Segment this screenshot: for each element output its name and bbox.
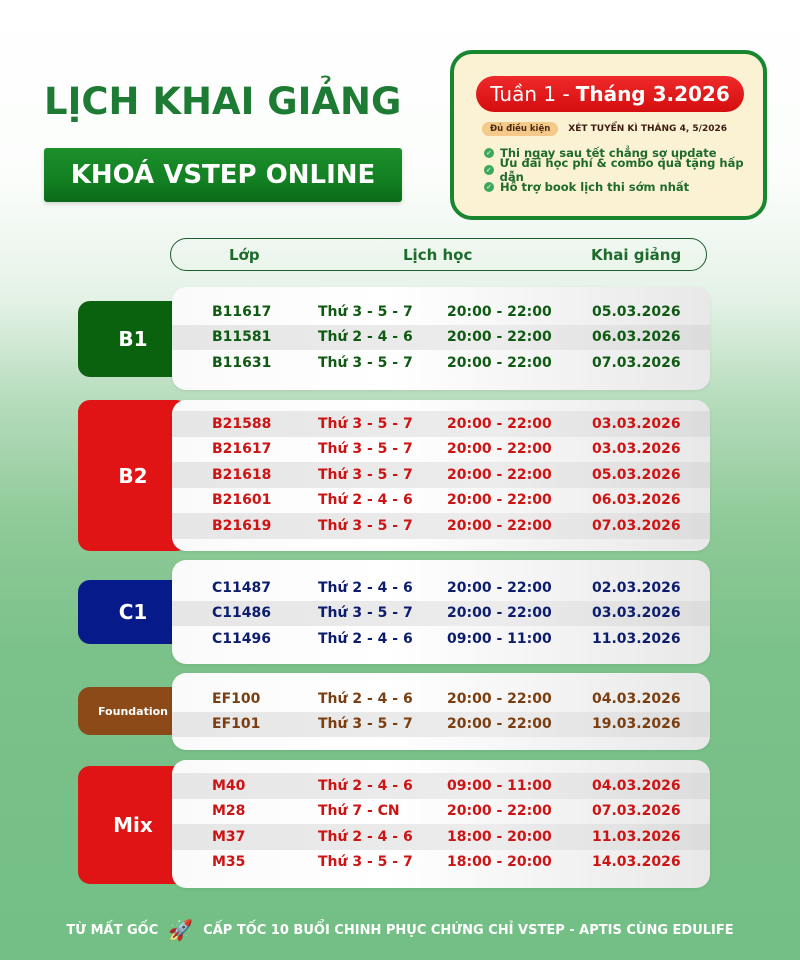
start-date: 06.03.2026	[592, 329, 681, 346]
class-code: B11581	[212, 329, 272, 346]
class-time: 20:00 - 22:00	[447, 329, 552, 346]
table-row	[172, 626, 710, 652]
check-circle-icon: ✓	[484, 182, 494, 192]
table-row	[172, 350, 710, 376]
schedule-card	[172, 560, 710, 664]
class-time: 20:00 - 22:00	[447, 303, 552, 320]
class-code: B21619	[212, 517, 272, 534]
table-row	[172, 686, 710, 712]
table-row	[172, 462, 710, 488]
level-label: B2	[78, 400, 188, 551]
table-row	[172, 824, 710, 850]
class-days: Thứ 2 - 4 - 6	[318, 329, 413, 346]
class-time: 20:00 - 22:00	[447, 354, 552, 371]
course-banner: KHOÁ VSTEP ONLINE	[44, 148, 402, 202]
schedule-card	[172, 287, 710, 390]
class-days: Thứ 3 - 5 - 7	[318, 415, 413, 432]
check-circle-icon: ✓	[485, 165, 492, 174]
class-code: B21588	[212, 415, 272, 432]
class-days: Thứ 3 - 5 - 7	[318, 517, 413, 534]
table-row	[172, 850, 710, 876]
benefit-item: ✓ Thi ngay sau tết chẳng sợ update	[484, 144, 763, 161]
class-code: M40	[212, 777, 246, 794]
table-row	[172, 575, 710, 601]
class-days: Thứ 3 - 5 - 7	[318, 466, 413, 483]
start-date: 03.03.2026	[592, 605, 681, 622]
start-date: 11.03.2026	[592, 828, 681, 845]
start-date: 19.03.2026	[592, 716, 681, 733]
footer-tagline	[0, 918, 800, 942]
start-date: 03.03.2026	[592, 441, 681, 458]
table-header	[170, 238, 707, 271]
class-code: B21601	[212, 492, 272, 509]
class-code: M37	[212, 828, 246, 845]
class-code: EF101	[212, 716, 261, 733]
level-label: B1	[78, 301, 188, 377]
table-row	[172, 325, 710, 351]
class-time: 20:00 - 22:00	[447, 605, 552, 622]
start-date: 06.03.2026	[592, 492, 681, 509]
promo-box	[450, 50, 767, 220]
class-code: C11487	[212, 579, 271, 596]
table-row	[172, 773, 710, 799]
start-date: 07.03.2026	[592, 803, 681, 820]
class-code: M28	[212, 803, 246, 820]
class-time: 20:00 - 22:00	[447, 466, 552, 483]
class-time: 20:00 - 22:00	[447, 803, 552, 820]
level-label: C1	[78, 580, 188, 644]
start-date: 02.03.2026	[592, 579, 681, 596]
class-days: Thứ 2 - 4 - 6	[318, 828, 413, 845]
rocket-icon: 🚀	[168, 918, 194, 942]
class-days: Thứ 3 - 5 - 7	[318, 441, 413, 458]
start-date: 03.03.2026	[592, 415, 681, 432]
class-time: 20:00 - 22:00	[447, 441, 552, 458]
class-time: 20:00 - 22:00	[447, 415, 552, 432]
start-date: 05.03.2026	[592, 466, 681, 483]
page-title: LỊCH KHAI GIẢNG	[44, 80, 402, 123]
class-time: 09:00 - 11:00	[447, 777, 552, 794]
class-days: Thứ 3 - 5 - 7	[318, 854, 413, 871]
class-time: 20:00 - 22:00	[447, 690, 552, 707]
class-time: 20:00 - 22:00	[447, 492, 552, 509]
week-pill	[476, 76, 744, 112]
class-time: 20:00 - 22:00	[447, 579, 552, 596]
start-date: 07.03.2026	[592, 517, 681, 534]
footer-right-text: CẤP TỐC 10 BUỔI CHINH PHỤC CHỨNG CHỈ VSTEP - APTIS CÙNG EDULIFE	[203, 922, 734, 938]
class-time: 09:00 - 11:00	[447, 630, 552, 647]
check-circle-icon: ✓	[484, 148, 494, 158]
start-date: 11.03.2026	[592, 630, 681, 647]
benefit-list	[484, 144, 763, 195]
class-code: C11496	[212, 630, 271, 647]
condition-row	[482, 122, 727, 136]
start-date: 14.03.2026	[592, 854, 681, 871]
table-row	[172, 411, 710, 437]
class-days: Thứ 2 - 4 - 6	[318, 579, 413, 596]
class-time: 18:00 - 20:00	[447, 828, 552, 845]
class-code: C11486	[212, 605, 271, 622]
week-label: Tuần 1 -	[490, 82, 570, 106]
table-row	[172, 799, 710, 825]
col-start-header: Khai giảng	[591, 245, 682, 264]
col-schedule-header: Lịch học	[403, 245, 473, 264]
class-days: Thứ 3 - 5 - 7	[318, 303, 413, 320]
class-time: 18:00 - 20:00	[447, 854, 552, 871]
class-days: Thứ 3 - 5 - 7	[318, 716, 413, 733]
schedule-card	[172, 760, 710, 888]
table-row	[172, 712, 710, 738]
benefit-item: ✓ Ưu đãi học phí & combo quà tặng hấp dẫn	[485, 155, 744, 184]
class-code: B11617	[212, 303, 272, 320]
class-days: Thứ 3 - 5 - 7	[318, 605, 413, 622]
class-time: 20:00 - 22:00	[447, 517, 552, 534]
footer-left-text: TỪ MẤT GỐC	[66, 922, 159, 938]
class-code: EF100	[212, 690, 261, 707]
class-days: Thứ 7 - CN	[318, 803, 400, 820]
condition-text: XÉT TUYỂN KÌ THÁNG 4, 5/2026	[568, 124, 727, 134]
level-label: Mix	[78, 766, 188, 884]
start-date: 07.03.2026	[592, 354, 681, 371]
month-label: Tháng 3.2026	[575, 82, 730, 106]
benefit-item: ✓ Hỗ trợ book lịch thi sớm nhất	[484, 178, 763, 195]
condition-badge: Đủ điều kiện	[482, 122, 558, 136]
level-label: Foundation	[78, 687, 188, 735]
table-row	[172, 488, 710, 514]
col-class-header: Lớp	[229, 245, 260, 264]
class-code: B21617	[212, 441, 272, 458]
schedule-card	[172, 673, 710, 750]
class-days: Thứ 3 - 5 - 7	[318, 354, 413, 371]
class-code: M35	[212, 854, 246, 871]
table-row	[172, 437, 710, 463]
class-code: B21618	[212, 466, 272, 483]
table-row	[172, 513, 710, 539]
class-days: Thứ 2 - 4 - 6	[318, 492, 413, 509]
start-date: 04.03.2026	[592, 777, 681, 794]
start-date: 05.03.2026	[592, 303, 681, 320]
table-row	[172, 601, 710, 627]
start-date: 04.03.2026	[592, 690, 681, 707]
schedule-card	[172, 400, 710, 551]
class-time: 20:00 - 22:00	[447, 716, 552, 733]
table-row	[172, 299, 710, 325]
class-days: Thứ 2 - 4 - 6	[318, 777, 413, 794]
class-code: B11631	[212, 354, 272, 371]
class-days: Thứ 2 - 4 - 6	[318, 690, 413, 707]
class-days: Thứ 2 - 4 - 6	[318, 630, 413, 647]
